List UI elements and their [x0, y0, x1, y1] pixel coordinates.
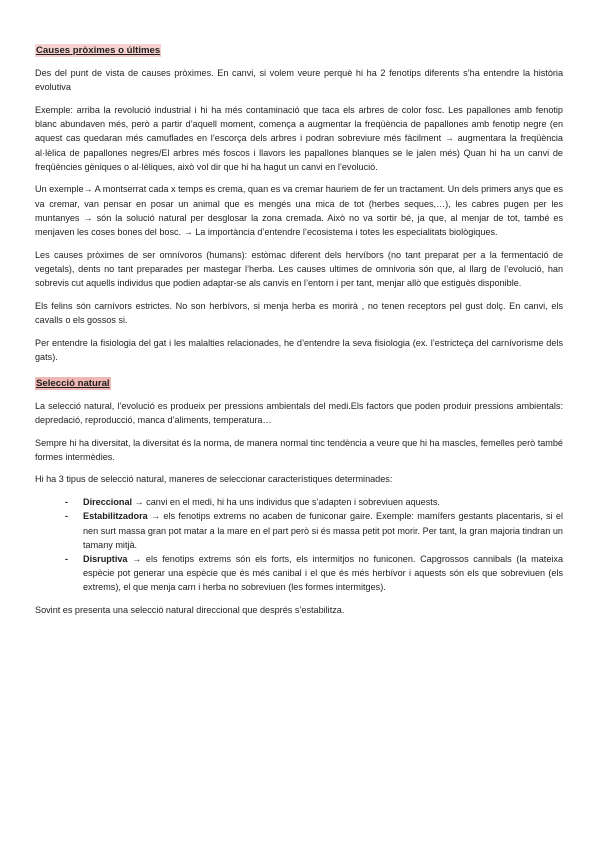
paragraph-example-montserrat: Un exemple→ A montserrat cada x temps es crema, quan es va cremar hauriem de fer un tractament. Un dels primers anys que es va cremar, van pensar en posar un animal que es mengés una mica de tot (herbes seques,…), les cabres pugen per les muntanyes → són la solució natural per desglosar la zona cremada. Això no va sortir bé, ja que, al menjar de tot, també es menjaven les coses bones del bosc. → La importància d’entendre l’ecosistema i totes les especialitats biològiques.	[35, 184, 563, 238]
list-item-stabilizing	[67, 509, 563, 552]
bullet-dash: -	[65, 511, 69, 522]
paragraph-cat-physiology: Per entendre la fisiologia del gat i les malalties relacionades, he d’entendre la seva fisiologia (ex. l’estricteça del carnívorisme dels gats).	[35, 337, 563, 362]
paragraph-selection-def: La selecció natural, l’evolució es produeix per pressions ambientals del medi.Els factors que poden produir pressions ambientals: depredació, reproducció, manca d’aliments, temperatura…	[35, 400, 563, 425]
bullet-dash: -	[65, 553, 69, 564]
paragraph-omnivores: Les causes pròximes de ser omnívoros (humans): estòmac diferent dels hervíbors (no tant preparat per a la fermentació de vegetals), dents no tant preparades per mastegar l’herba. Les causes ultimes de omnivoria són que, al llarg de l’evolució, han sobrevis cut aquells individus que podien adaptar-se als canvis en l’entorn i per tant, menjar allò que estiguès disponible.	[35, 249, 563, 289]
list-item-disruptive	[67, 552, 563, 595]
paragraph-felines: Els felins són carnívors estrictes. No son herbívors, si menja herba es morirà , no tenen receptors pel gust dolç. En canvi, els cavalls o els gossos si.	[35, 300, 563, 326]
bullet-dash: -	[65, 497, 69, 508]
selection-types-list	[35, 495, 563, 594]
term-stabilizing: Estabilitzadora	[83, 511, 148, 522]
desc-directional: → canvi en el medi, hi ha uns individus que s’adapten i sobreviuen aquests.	[132, 497, 440, 508]
paragraph-intro: Des del punt de vista de causes pròximes. En canvi, si volem veure perquè hi ha 2 fenotips diferents s’ha entendre la història evolutiva	[35, 68, 563, 93]
desc-stabilizing: → els fenotips extrems no acaben de funiconar gaire. Exemple: mamífers gestants placentaris, si el nen surt massa gran pot matar a la mare en el part però si és massa petit pot morir. Per tant, la gran majoria tindran un tamany mitjà.	[83, 511, 563, 550]
paragraph-closing: Sovint es presenta una selecció natural direccional que després s’estabilitza.	[35, 604, 345, 615]
paragraph-diversity: Sempre hi ha diversitat, la diversitat és la norma, de manera normal tinc tendència a veure que hi ha mascles, femelles però també formes intermèdies.	[35, 437, 563, 462]
desc-disruptive: → els fenotips extrems són els forts, els intermitjos no funiconen. Capgrossos cannibals (la mateixa espècie pot generar una espècie que és més canibal i el que és més herbívor i aquests són els que sobreviuen (els extrems), el que menja carn i herba no sobreviuen (les formes intermitges).	[83, 553, 563, 593]
list-item-directional	[67, 495, 563, 509]
paragraph-example-moths: Exemple: arriba la revolució industrial i hi ha més contaminació que taca els arbres de color fosc. Les papallones amb fenotip blanc abundaven més, però a partir d’aquell moment, comença a augmentar la freqüència de papallones amb fenotip negre (en aquest cas quedaran més camuflades en l’escorça dels arbres i podran sobreviure més fàcilment → augmentara la freqüència al·lèlica de papallones negres/El arbres més foscos i llavors les papallones blanques se le jalen més) Quan hi ha un canvi de freqüències gèniques o al·lèliques, això vol dir que hi ha hagut un canvi en l’evolució.	[35, 104, 563, 172]
section-heading-natural-selection: Selecció natural	[36, 377, 110, 389]
term-directional: Direccional	[83, 497, 133, 508]
paragraph-three-types: Hi ha 3 tipus de selecció natural, maneres de seleccionar característiques determinades:	[35, 474, 393, 485]
term-disruptive: Disruptiva	[83, 553, 128, 564]
section-heading-causes: Causes pròximes o últimes	[36, 45, 161, 56]
